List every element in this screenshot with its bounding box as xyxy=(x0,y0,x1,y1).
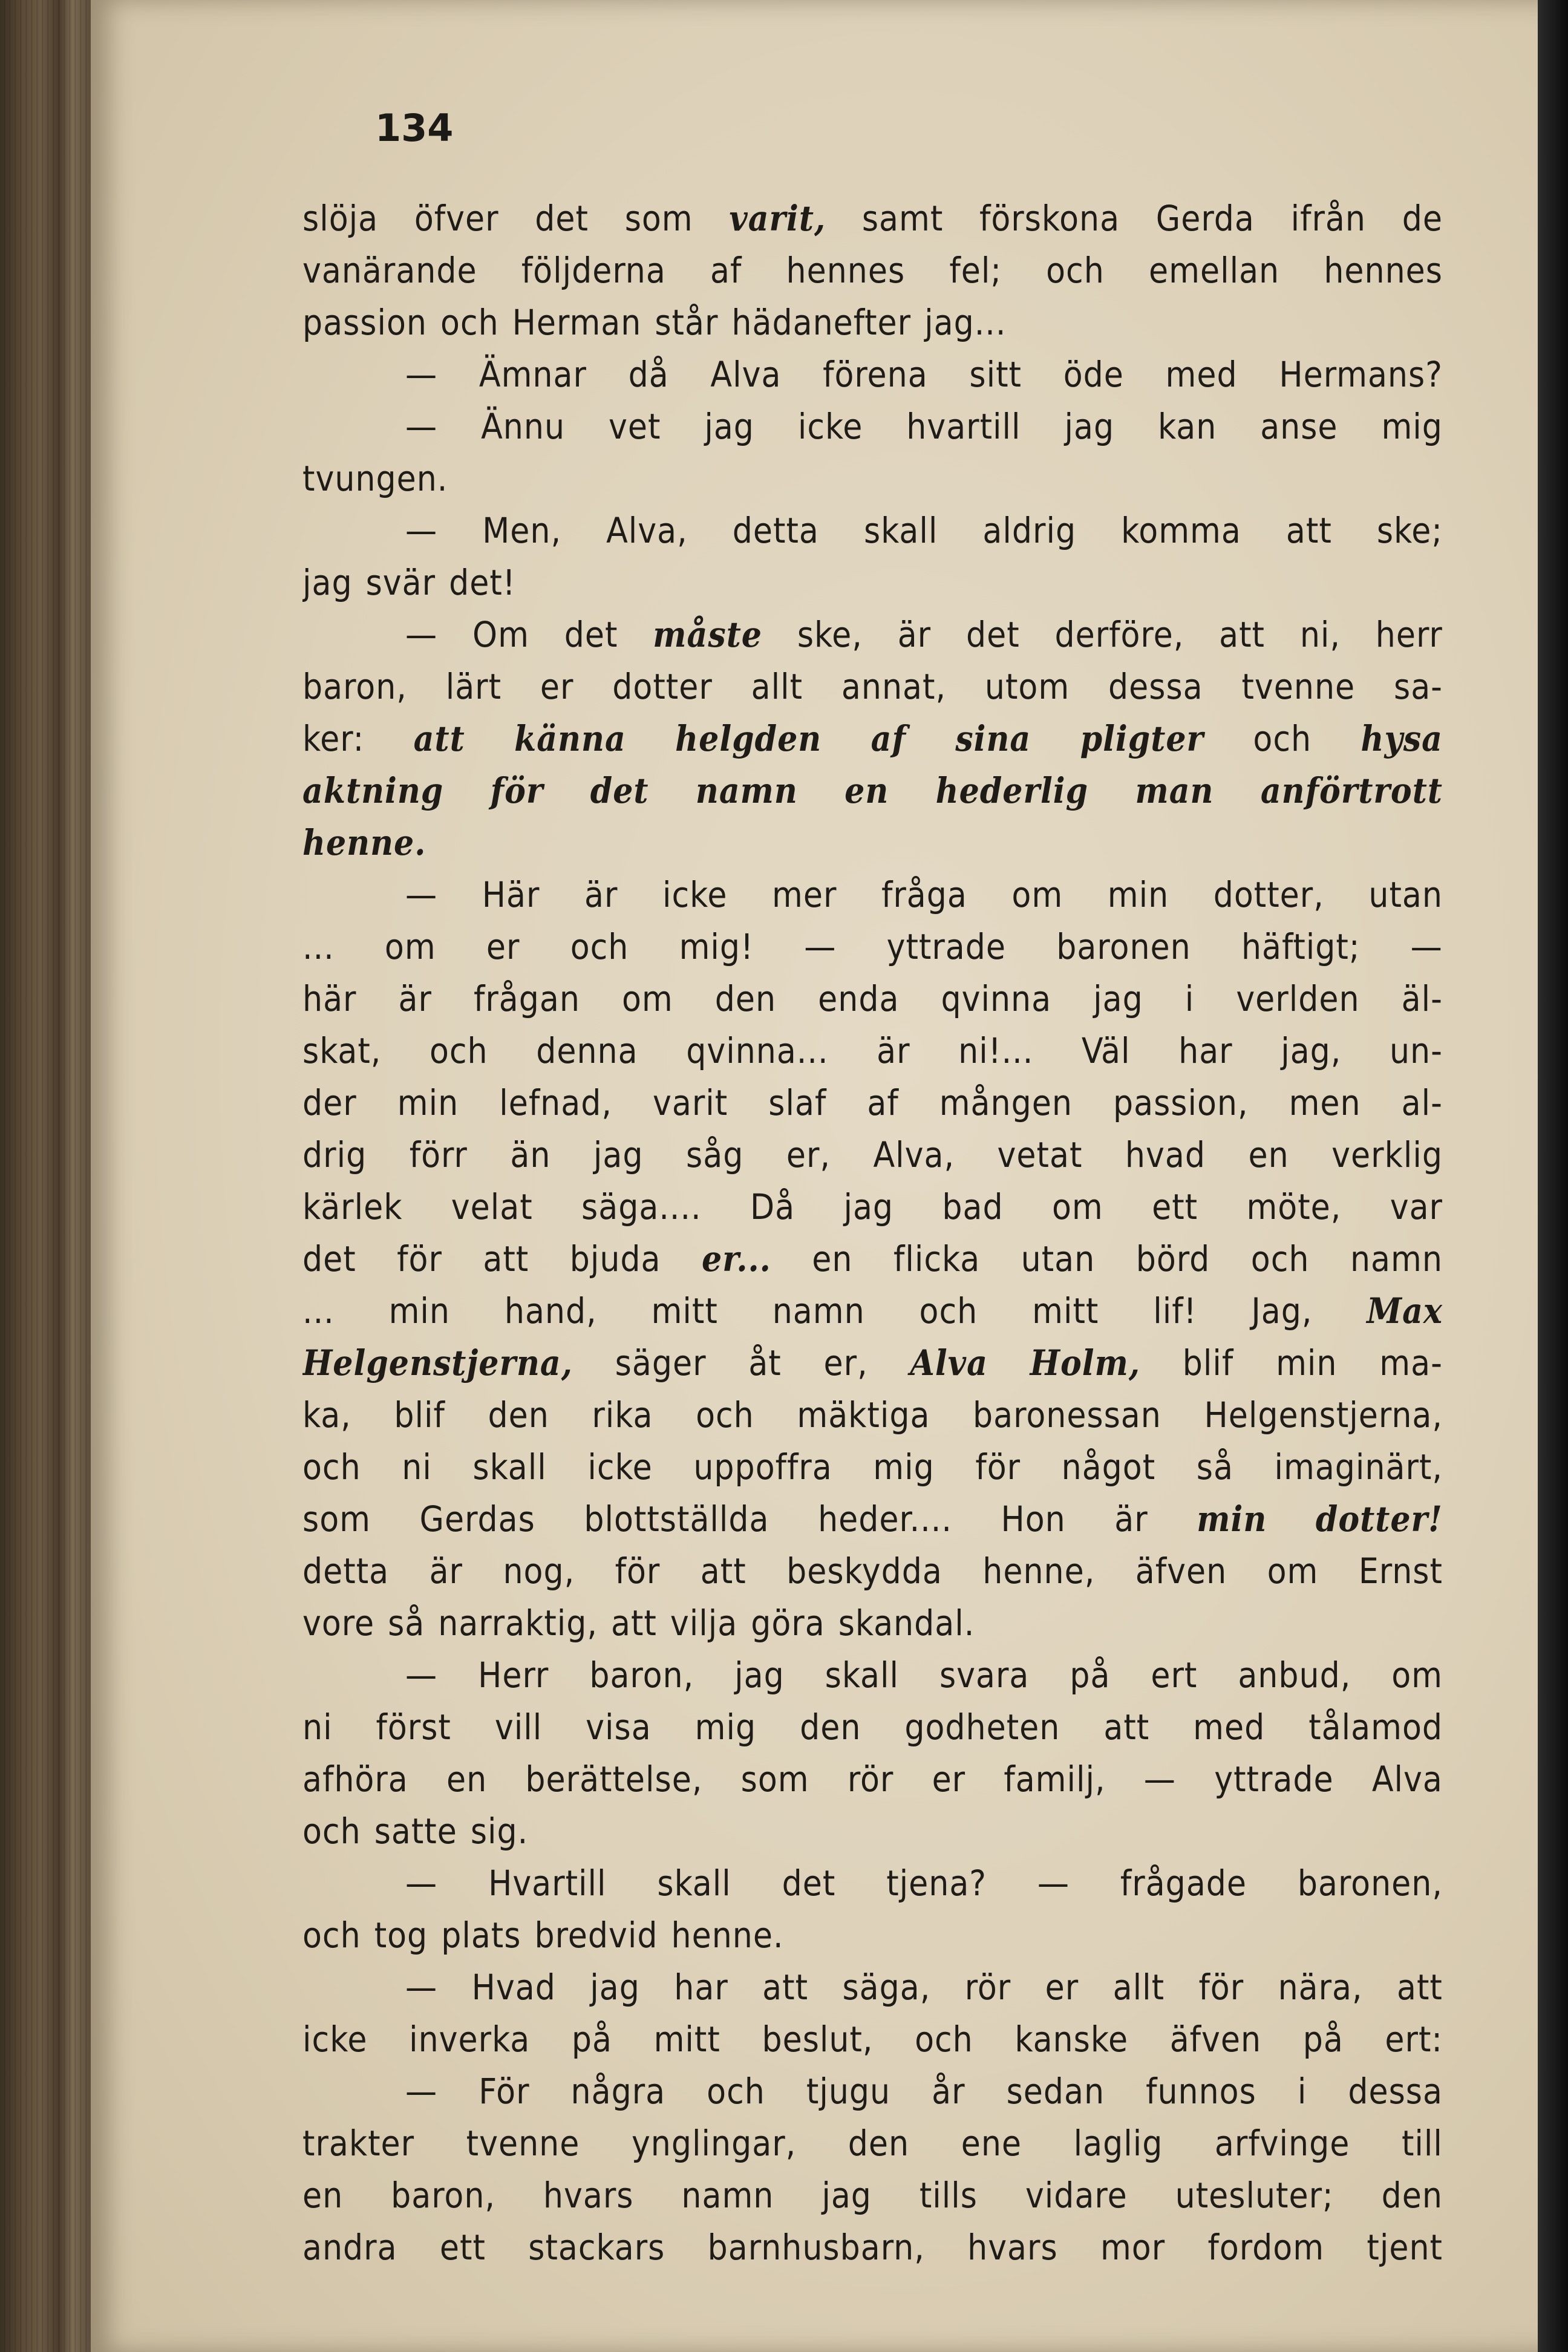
text-line: baron, lärt er dotter allt annat, utom dessa tvenne sa- xyxy=(302,666,1443,707)
text-line: henne. xyxy=(302,822,426,863)
text-line: och satte sig. xyxy=(302,1811,529,1852)
text-line: — Ämnar då Alva förena sitt öde med Hermans? xyxy=(405,354,1443,395)
body-text xyxy=(302,192,1443,2273)
spine-texture xyxy=(0,0,91,2352)
page-number: 134 xyxy=(375,106,454,150)
text-line: som Gerdas blottställda heder.... Hon är min dotter! xyxy=(302,1498,1443,1540)
text-line: här är frågan om den enda qvinna jag i verlden äl- xyxy=(302,978,1443,1019)
text-line: der min lefnad, varit slaf af mången passion, men al- xyxy=(302,1082,1443,1123)
text-line: ni först vill visa mig den godheten att med tålamod xyxy=(302,1707,1443,1748)
text-line: aktning för det namn en hederlig man anförtrott xyxy=(302,770,1443,811)
text-line: detta är nog, för att beskydda henne, äfven om Ernst xyxy=(302,1550,1443,1592)
text-line: ... min hand, mitt namn och mitt lif! Jag, Max xyxy=(302,1290,1443,1331)
text-line: — Hvartill skall det tjena? — frågade baronen, xyxy=(405,1863,1443,1904)
text-line: afhöra en berättelse, som rör er familj, — yttrade Alva xyxy=(302,1759,1443,1800)
text-line: ker: att känna helgden af sina pligter och hysa xyxy=(302,718,1443,759)
text-line: passion och Herman står hädanefter jag... xyxy=(302,302,1007,343)
text-line: och tog plats bredvid henne. xyxy=(302,1915,784,1956)
text-line: — Om det måste ske, är det derföre, att ni, herr xyxy=(405,614,1443,655)
text-line: jag svär det! xyxy=(302,562,516,603)
text-line: och ni skall icke uppoffra mig för något så imaginärt, xyxy=(302,1446,1443,1488)
text-line: vanärande följderna af hennes fel; och emellan hennes xyxy=(302,250,1443,291)
text-line: det för att bjuda er... en flicka utan börd och namn xyxy=(302,1238,1443,1279)
text-line: — Ännu vet jag icke hvartill jag kan anse mig xyxy=(405,406,1443,447)
text-line: — För några och tjugu år sedan funnos i dessa xyxy=(405,2071,1443,2112)
text-line: drig förr än jag såg er, Alva, vetat hvad en verklig xyxy=(302,1134,1443,1175)
text-line: icke inverka på mitt beslut, och kanske äfven på ert: xyxy=(302,2019,1443,2060)
text-line: en baron, hvars namn jag tills vidare utesluter; den xyxy=(302,2175,1443,2216)
text-line: trakter tvenne ynglingar, den ene laglig arfvinge till xyxy=(302,2123,1443,2164)
text-line: andra ett stackars barnhusbarn, hvars mor fordom tjent xyxy=(302,2227,1443,2268)
text-line: vore så narraktig, att vilja göra skandal. xyxy=(302,1602,975,1644)
text-line: — Hvad jag har att säga, rör er allt för nära, att xyxy=(405,1967,1443,2008)
page-edge-shadow xyxy=(1538,0,1568,2352)
text-line: slöja öfver det som varit, samt förskona Gerda ifrån de xyxy=(302,198,1443,239)
text-line: ka, blif den rika och mäktiga baronessan Helgenstjerna, xyxy=(302,1394,1443,1436)
text-line: tvungen. xyxy=(302,458,448,499)
text-line: ... om er och mig! — yttrade baronen häftigt; — xyxy=(302,926,1443,967)
text-line: skat, och denna qvinna... är ni!... Väl har jag, un- xyxy=(302,1030,1443,1071)
text-line: kärlek velat säga.... Då jag bad om ett möte, var xyxy=(302,1186,1443,1227)
text-line: — Herr baron, jag skall svara på ert anbud, om xyxy=(405,1655,1443,1696)
text-line: Helgenstjerna, säger åt er, Alva Holm, blif min ma- xyxy=(302,1342,1443,1383)
text-line: — Men, Alva, detta skall aldrig komma att ske; xyxy=(405,510,1443,551)
text-line: — Här är icke mer fråga om min dotter, utan xyxy=(405,874,1443,915)
